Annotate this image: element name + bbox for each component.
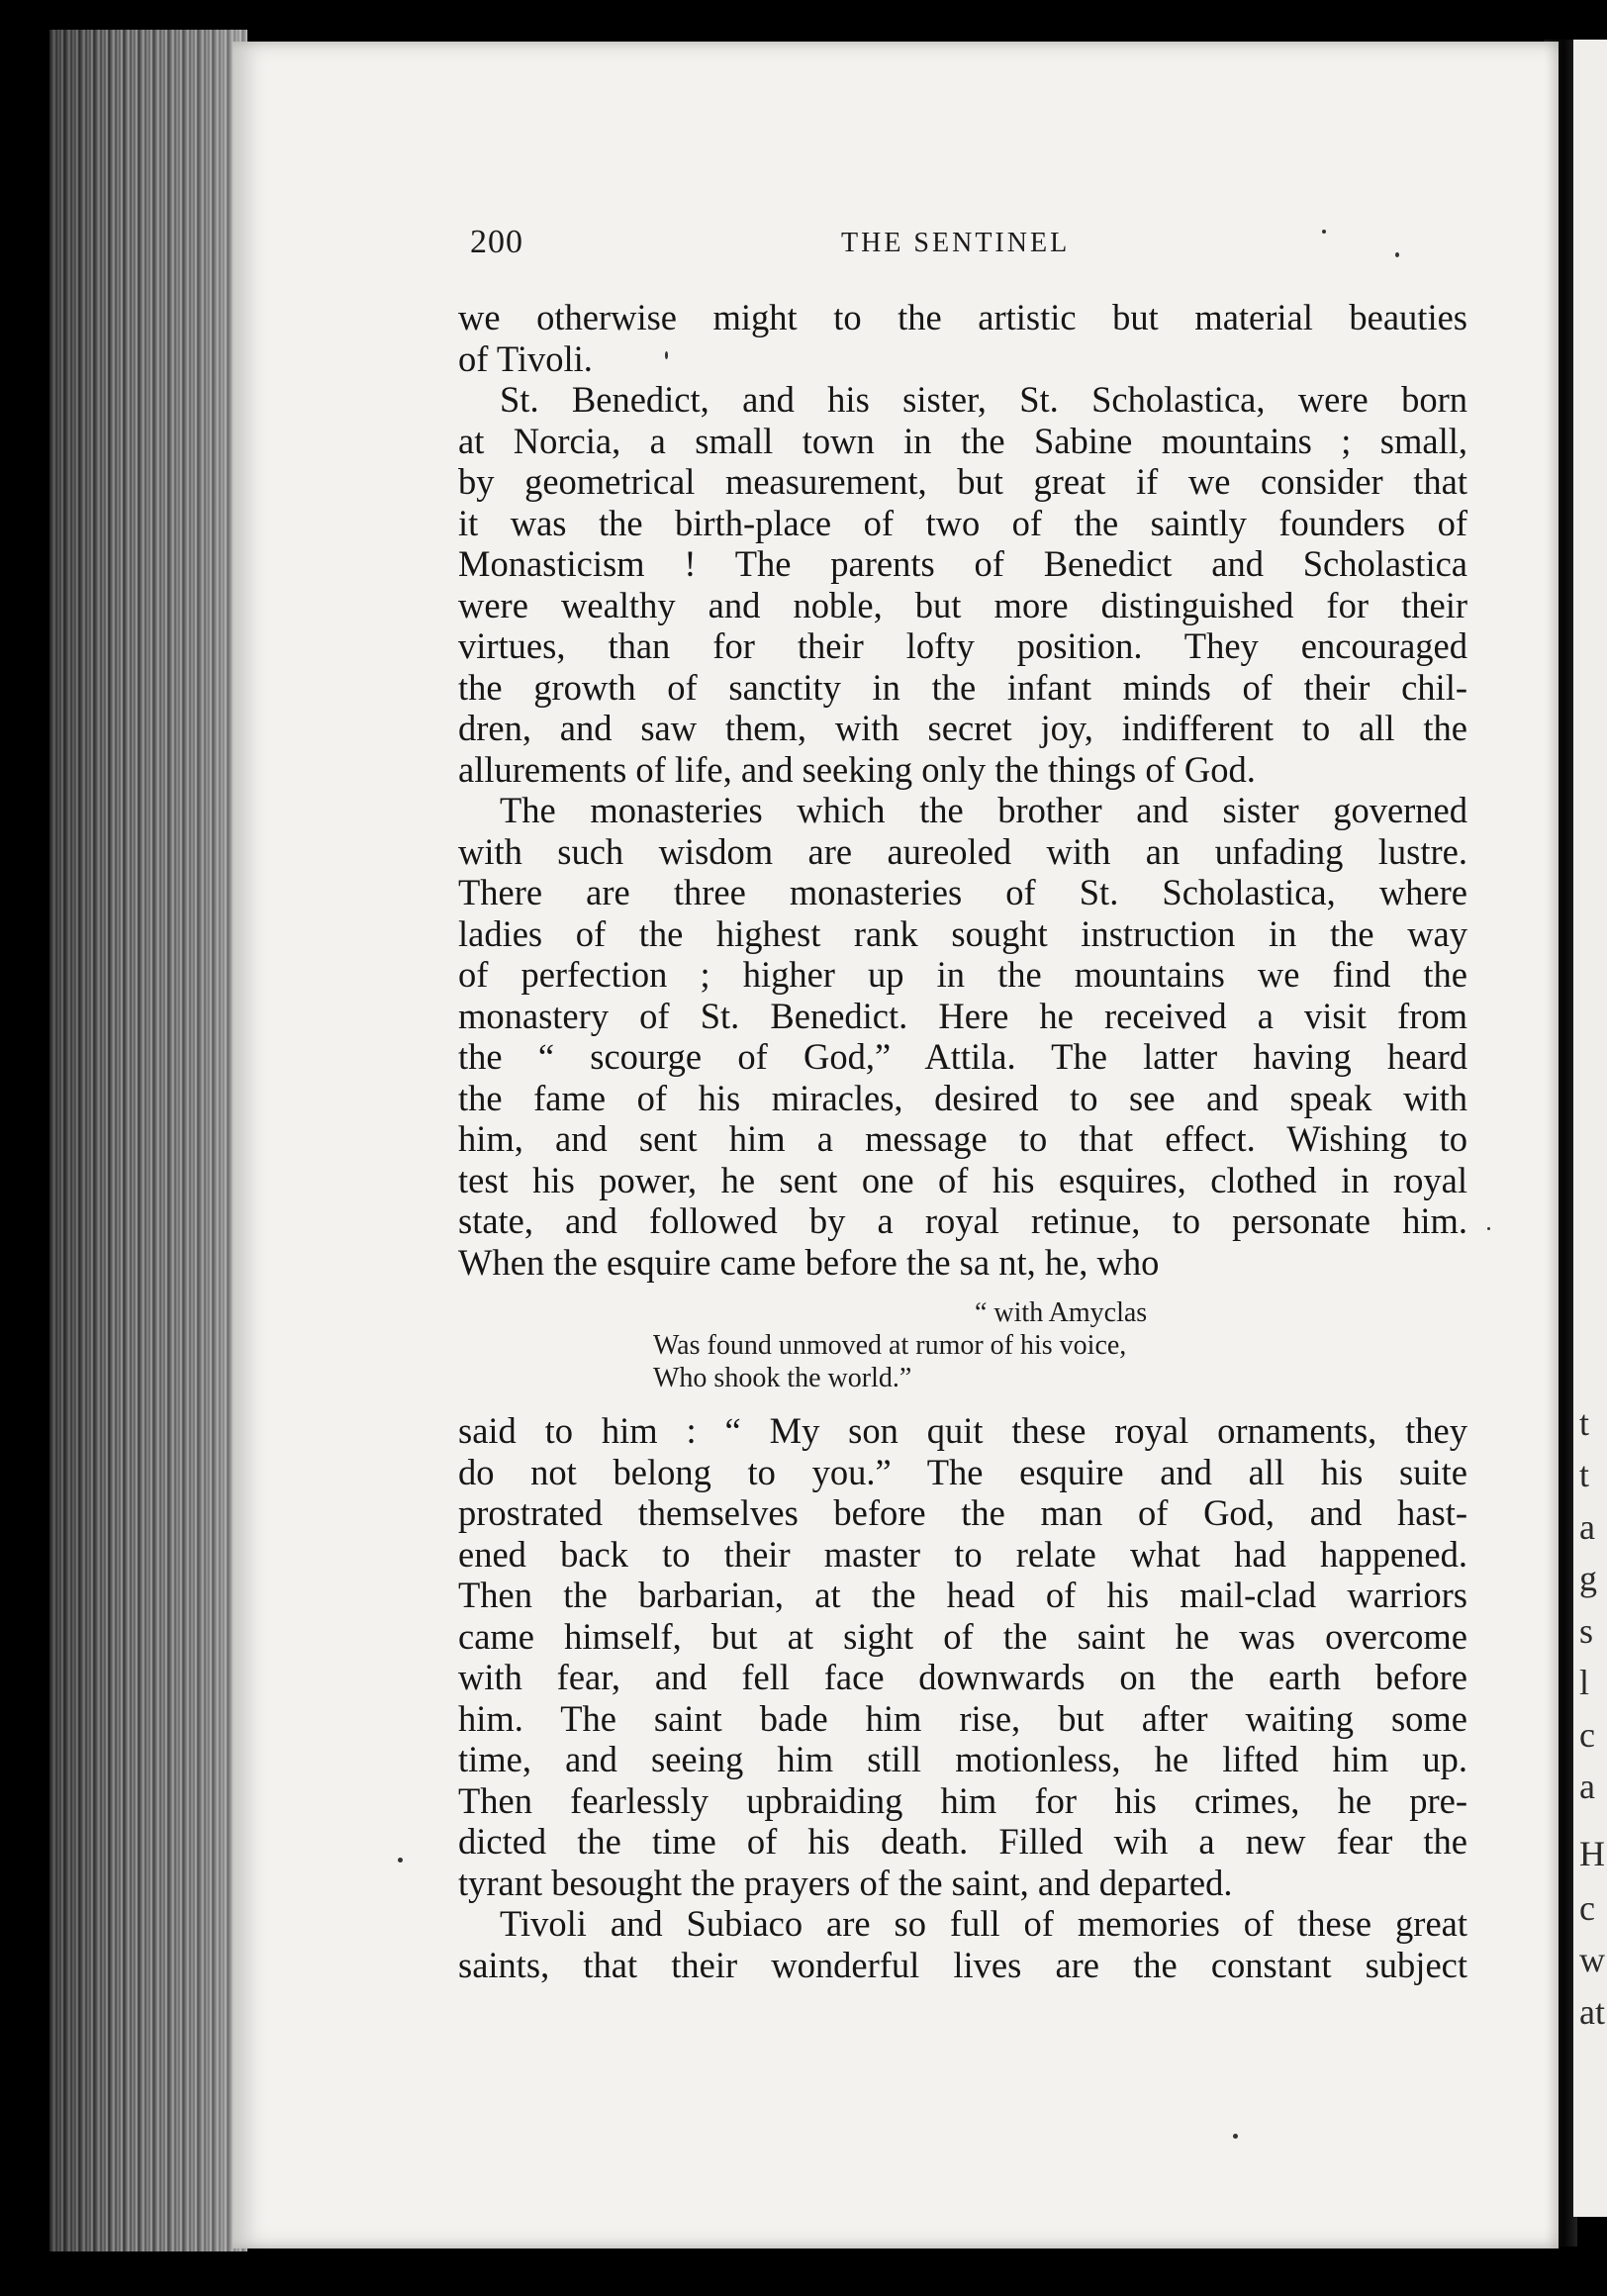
text-line: The monasteries which the brother and sister governed xyxy=(500,790,1467,830)
book-page-edges xyxy=(49,30,247,2251)
body-text-upper xyxy=(458,297,1467,1283)
facing-page-fragment: c xyxy=(1579,1715,1595,1755)
text-line: the growth of sanctity in the infant minds of their chil- xyxy=(458,666,1467,708)
text-line: at Norcia, a small town in the Sabine mountains ; small, xyxy=(458,420,1467,461)
quote-line: “ with Amyclas xyxy=(975,1297,1148,1328)
facing-page-fragment: c xyxy=(1579,1888,1595,1928)
text-line: we otherwise might to the artistic but material beauties xyxy=(458,297,1467,337)
facing-page-fragment: t xyxy=(1579,1403,1590,1443)
print-speck xyxy=(1395,252,1399,257)
text-line: by geometrical measurement, but great if we consider that xyxy=(458,461,1467,502)
quote-line: Was found unmoved at rumor of his voice, xyxy=(653,1330,1127,1361)
text-line: monastery of St. Benedict. Here he received a visit from xyxy=(458,995,1467,1036)
facing-page-fragment: l xyxy=(1579,1663,1590,1702)
text-line: ladies of the highest rank sought instruction in the way xyxy=(458,912,1467,954)
text-line: virtues, than for their lofty position. They encouraged xyxy=(458,625,1467,666)
text-line: Then the barbarian, at the head of his mail-clad warriors xyxy=(458,1575,1467,1615)
text-line: dicted the time of his death. Filled wih a new fear the xyxy=(458,1821,1467,1862)
facing-page-fragment: s xyxy=(1579,1611,1594,1651)
text-line: saints, that their wonderful lives are the constant subject xyxy=(458,1944,1467,1985)
text-line: Monasticism ! The parents of Benedict and Scholastica xyxy=(458,543,1467,584)
text-line: of perfection ; higher up in the mountains we find the xyxy=(458,954,1467,995)
facing-page-fragment: w xyxy=(1579,1940,1605,1979)
text-line: test his power, he sent one of his esquires, clothed in royal xyxy=(458,1159,1467,1200)
facing-page-fragment: g xyxy=(1579,1559,1597,1598)
print-speck xyxy=(665,351,668,359)
facing-page-fragment: a xyxy=(1579,1767,1595,1806)
body-text-lower xyxy=(458,1410,1467,1985)
print-speck xyxy=(1322,230,1326,234)
text-line: There are three monasteries of St. Scholastica, where xyxy=(458,872,1467,912)
text-line: tyrant besought the prayers of the saint, and departed. xyxy=(458,1862,1233,1903)
text-line: dren, and saw them, with secret joy, indifferent to all the xyxy=(458,708,1467,748)
text-line: of Tivoli. xyxy=(458,337,593,379)
text-line: said to him : “ My son quit these royal ornaments, they xyxy=(458,1410,1467,1451)
text-line: St. Benedict, and his sister, St. Scholastica, were born xyxy=(500,379,1467,420)
facing-page-fragment: H xyxy=(1579,1834,1605,1873)
facing-page-fragment: t xyxy=(1579,1455,1590,1494)
facing-page-edge xyxy=(1573,40,1607,2217)
print-speck xyxy=(398,1858,403,1863)
text-line: the “ scourge of God,” Attila. The latter having heard xyxy=(458,1036,1467,1077)
text-line: state, and followed by a royal retinue, to personate him. xyxy=(458,1200,1467,1241)
text-line: do not belong to you.” The esquire and all his suite xyxy=(458,1451,1467,1492)
text-line: with such wisdom are aureoled with an unfading lustre. xyxy=(458,830,1467,872)
quote-line: Who shook the world.” xyxy=(653,1363,912,1393)
print-speck xyxy=(1487,1227,1490,1230)
facing-page-fragment: at xyxy=(1579,1992,1605,2032)
text-line: allurements of life, and seeking only the things of God. xyxy=(458,748,1256,790)
text-line: came himself, but at sight of the saint he was overcome xyxy=(458,1615,1467,1657)
text-line: Tivoli and Subiaco are so full of memories of these great xyxy=(500,1903,1467,1944)
text-line: him. The saint bade him rise, but after waiting some xyxy=(458,1697,1467,1739)
text-line: Then fearlessly upbraiding him for his crimes, he pre- xyxy=(458,1779,1467,1821)
text-line: were wealthy and noble, but more distinguished for their xyxy=(458,584,1467,625)
text-line: When the esquire came before the sa nt, he, who xyxy=(458,1241,1160,1283)
text-line: ened back to their master to relate what had happened. xyxy=(458,1533,1467,1575)
text-line: prostrated themselves before the man of God, and hast- xyxy=(458,1492,1467,1533)
text-line: time, and seeing him still motionless, he lifted him up. xyxy=(458,1739,1467,1779)
facing-page-fragment: a xyxy=(1579,1507,1595,1547)
page-number: 200 xyxy=(470,224,523,260)
text-line: the fame of his miracles, desired to see and speak with xyxy=(458,1077,1467,1118)
text-line: him, and sent him a message to that effect. Wishing to xyxy=(458,1118,1467,1159)
page-header xyxy=(470,224,1469,263)
text-line: with fear, and fell face downwards on the earth before xyxy=(458,1657,1467,1697)
running-head: THE SENTINEL xyxy=(841,228,1071,258)
text-line: it was the birth-place of two of the saintly founders of xyxy=(458,502,1467,543)
verse-quotation xyxy=(653,1296,1306,1394)
print-speck xyxy=(1233,2134,1238,2139)
